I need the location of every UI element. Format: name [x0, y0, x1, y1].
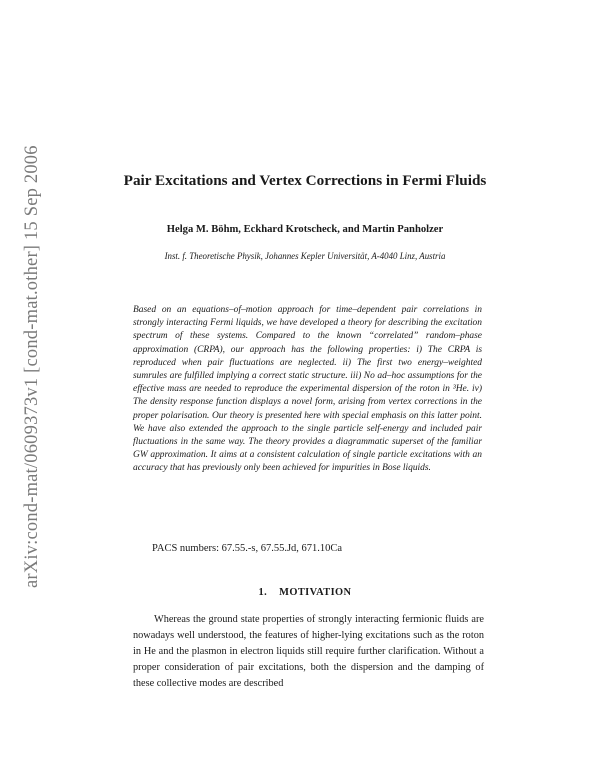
section-title: MOTIVATION — [279, 587, 352, 598]
section-number: 1. — [258, 587, 268, 598]
abstract: Based on an equations–of–motion approach for time–dependent pair correlations in strongly interacting Fermi liquids, we have developed a theory for describing the excitation spectrum of these systems. Compared to the known “correlated” random–phase approximation (CRPA), our approach has the following properties: i) The CRPA is reproduced when pair fluctuations are neglected. ii) The first two energy–weighted sumrules are fulfilled implying a correct static structure. iii) No ad–hoc assumptions for the effective mass are needed to reproduce the experimental dispersion of the roton in ³He. iv) The density response function displays a novel form, arising from vertex corrections in the proper polarisation. Our theory is presented here with special emphasis on this latter point. We have also extended the approach to the single particle self-energy and included pair fluctuations in the same way. The theory provides a diagrammatic superset of the familiar GW approximation. It aims at a consistent calculation of single particle excitations with an accuracy that has previously only been achieved for impurities in Bose liquids. — [133, 305, 482, 474]
pacs-numbers: PACS numbers: 67.55.-s, 67.55.Jd, 671.10Ca — [152, 543, 343, 554]
arxiv-identifier: arXiv:cond-mat/0609373v1 [cond-mat.other] 15 Sep 2006 — [22, 145, 42, 588]
section-heading — [120, 587, 490, 598]
paper-affiliation: Inst. f. Theoretische Physik, Johannes Kepler Universität, A-4040 Linz, Austria — [164, 251, 446, 261]
paper-authors: Helga M. Böhm, Eckhard Krotscheck, and Martin Panholzer — [166, 224, 444, 235]
body-paragraph: Whereas the ground state properties of strongly interacting fermionic fluids are nowadays well understood, the features of higher-lying excitations such as the roton in He and the plasmon in electron liquids still require further clarification. Without a proper consideration of pair excitations, both the dispersion and the damping of these collective modes are described — [133, 614, 484, 689]
paper-title: Pair Excitations and Vertex Corrections in Fermi Fluids — [123, 172, 487, 189]
